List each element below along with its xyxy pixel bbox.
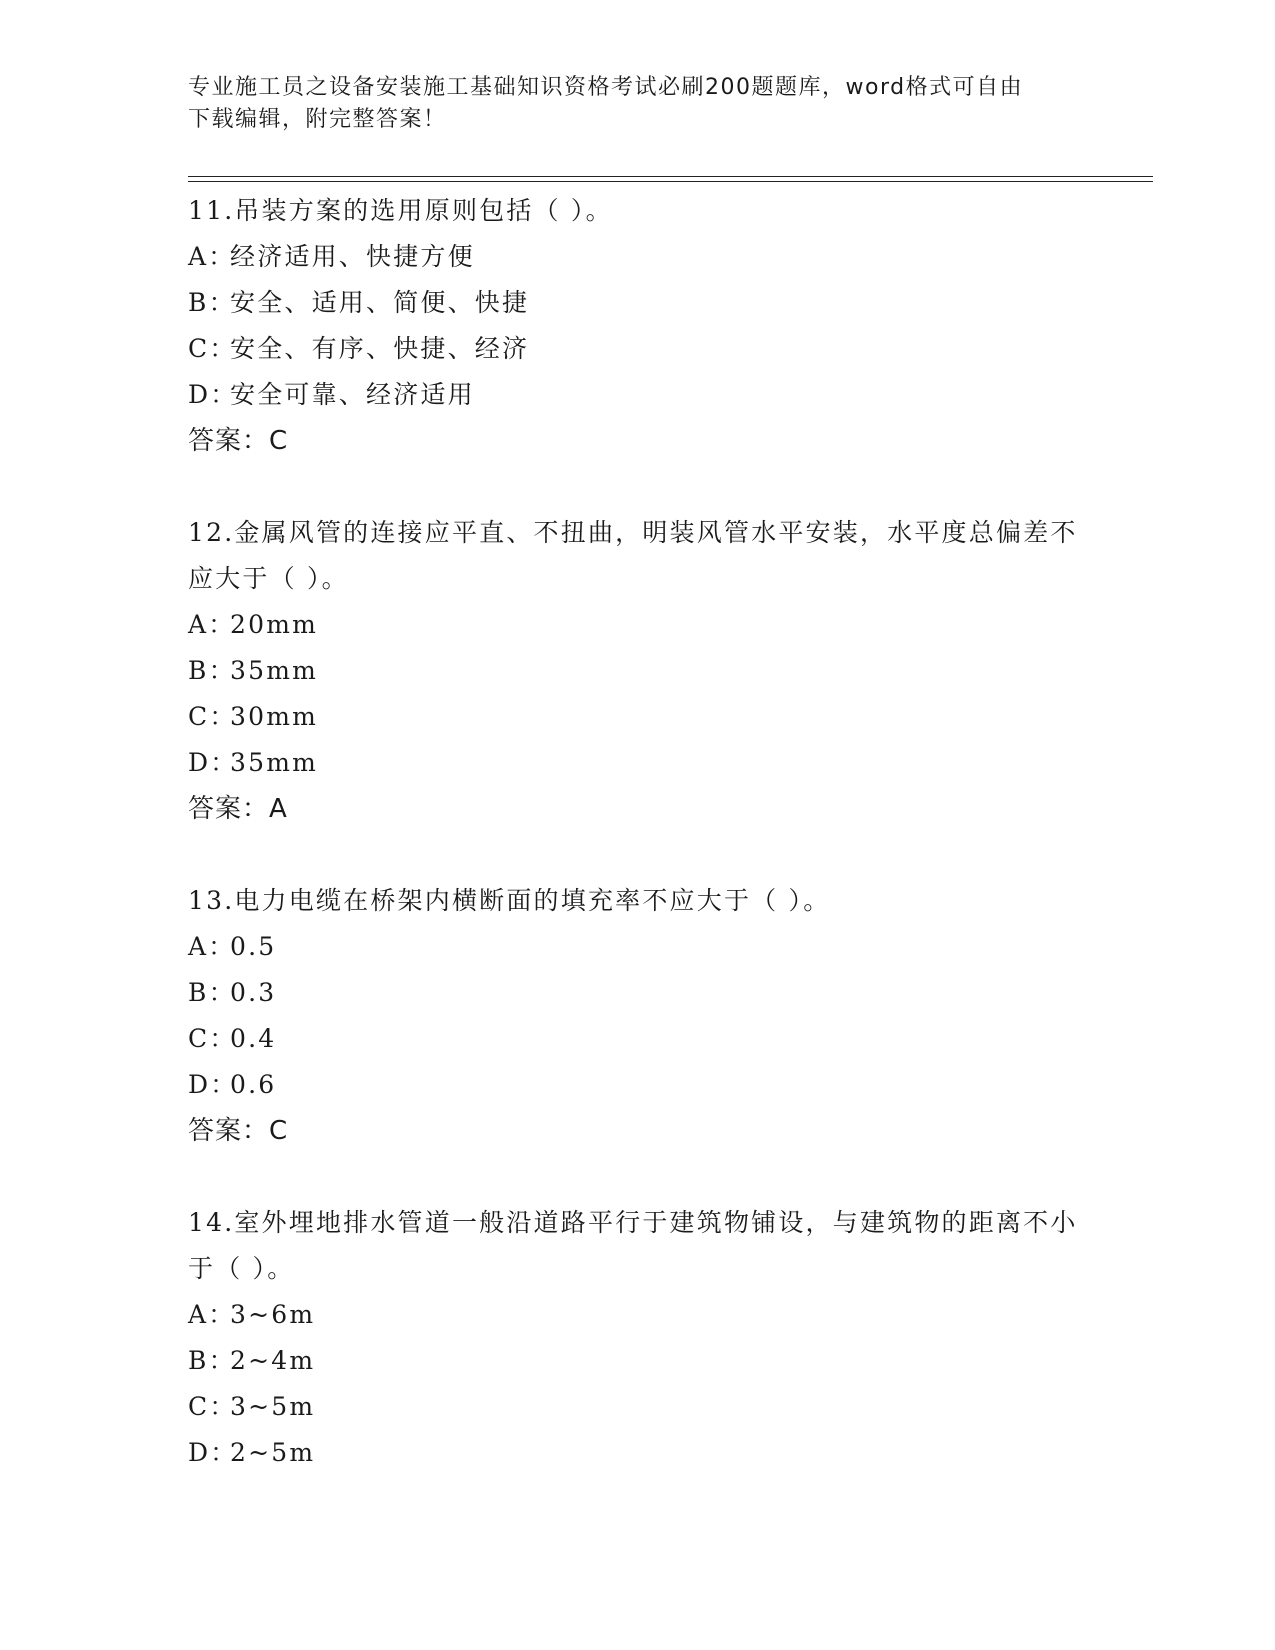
option-text: 20mm: [230, 610, 319, 639]
option-letter: A：: [188, 610, 236, 639]
option-letter: B：: [188, 978, 236, 1007]
question-11: [188, 188, 1088, 464]
option-letter: C：: [188, 334, 237, 363]
option-b: [188, 1338, 1088, 1384]
option-letter: C：: [188, 702, 237, 731]
option-letter: D：: [188, 1070, 238, 1099]
option-text: 安全、有序、快捷、经济: [230, 334, 530, 363]
option-b: [188, 280, 1088, 326]
header-line-2: 下载编辑，附完整答案！: [188, 107, 447, 132]
question-12: [188, 510, 1088, 832]
option-letter: C：: [188, 1024, 237, 1053]
document-header: [188, 72, 1088, 136]
option-text: 0.6: [230, 1070, 277, 1099]
option-text: 2~5m: [230, 1438, 316, 1467]
option-letter: D：: [188, 1438, 238, 1467]
question-text: [188, 510, 1088, 602]
option-letter: D：: [188, 380, 238, 409]
option-letter: B：: [188, 656, 236, 685]
option-text: 35mm: [230, 748, 319, 777]
option-b: [188, 648, 1088, 694]
option-text: 经济适用、快捷方便: [230, 242, 475, 271]
option-letter: A：: [188, 242, 236, 271]
option-text: 0.4: [230, 1024, 277, 1053]
option-d: [188, 740, 1088, 786]
question-number: 14.: [188, 1208, 235, 1237]
question-text: [188, 878, 1088, 924]
option-text: 0.5: [230, 932, 277, 961]
option-letter: A：: [188, 932, 236, 961]
question-14: [188, 1200, 1088, 1476]
option-text: 35mm: [230, 656, 319, 685]
question-text: [188, 188, 1088, 234]
question-number: 13.: [188, 886, 235, 915]
option-letter: D：: [188, 748, 238, 777]
header-line-1: 专业施工员之设备安装施工基础知识资格考试必刷200题题库，word格式可自由: [188, 75, 1024, 100]
option-text: 30mm: [230, 702, 319, 731]
option-a: [188, 1292, 1088, 1338]
option-text: 安全可靠、经济适用: [230, 380, 475, 409]
question-list: [188, 188, 1088, 1522]
option-d: [188, 1062, 1088, 1108]
question-stem: 金属风管的连接应平直、不扭曲，明装风管水平安装，水平度总偏差不应大于（ ）。: [188, 518, 1078, 593]
option-d: [188, 372, 1088, 418]
question-number: 11.: [188, 196, 235, 225]
option-a: [188, 602, 1088, 648]
option-a: [188, 234, 1088, 280]
question-13: [188, 878, 1088, 1154]
answer-line: 答案：C: [188, 426, 289, 456]
header-divider-bottom: [188, 181, 1153, 182]
question-stem: 电力电缆在桥架内横断面的填充率不应大于（ ）。: [234, 886, 831, 915]
header-divider-top: [188, 176, 1153, 177]
answer-line: 答案：A: [188, 794, 288, 824]
question-text: [188, 1200, 1088, 1292]
answer-line: 答案：C: [188, 1116, 289, 1146]
option-letter: C：: [188, 1392, 237, 1421]
option-text: 2~4m: [230, 1346, 316, 1375]
question-stem: 室外埋地排水管道一般沿道路平行于建筑物铺设，与建筑物的距离不小于（ ）。: [188, 1208, 1078, 1283]
question-number: 12.: [188, 518, 235, 547]
option-a: [188, 924, 1088, 970]
option-d: [188, 1430, 1088, 1476]
option-letter: A：: [188, 1300, 236, 1329]
question-stem: 吊装方案的选用原则包括（ ）。: [234, 196, 613, 225]
option-b: [188, 970, 1088, 1016]
option-letter: B：: [188, 1346, 236, 1375]
option-c: [188, 326, 1088, 372]
option-c: [188, 694, 1088, 740]
option-text: 安全、适用、简便、快捷: [230, 288, 530, 317]
option-text: 3~5m: [230, 1392, 316, 1421]
option-c: [188, 1016, 1088, 1062]
option-text: 3~6m: [230, 1300, 316, 1329]
option-letter: B：: [188, 288, 236, 317]
option-c: [188, 1384, 1088, 1430]
option-text: 0.3: [230, 978, 277, 1007]
